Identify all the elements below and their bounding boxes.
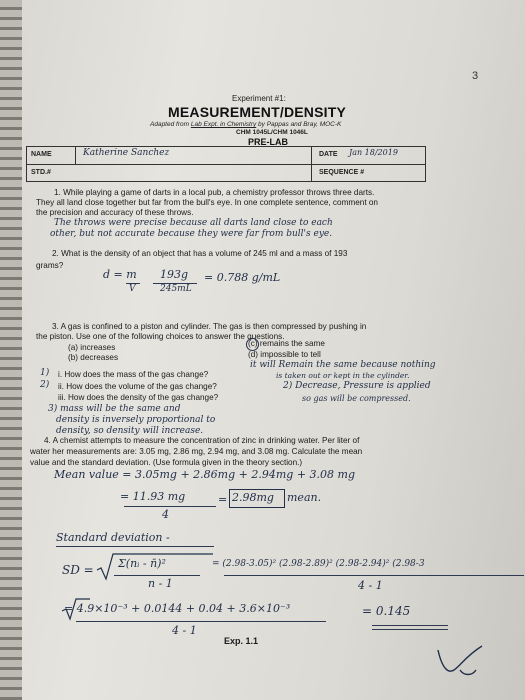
q1-answer: The throws were precise because all darts land close to each	[54, 218, 333, 228]
equals-sign: =	[218, 493, 228, 506]
page-number: 3	[472, 70, 479, 82]
mean-denominator: 4	[162, 508, 169, 521]
sd-sub-denominator: 4 - 1	[358, 579, 383, 592]
underline	[56, 546, 214, 547]
q3-sub-i: i. How does the mass of the gas change?	[58, 370, 209, 379]
sd-formula: Σ(nᵢ - n̄)²	[118, 557, 166, 570]
q3-sub-ii: ii. How does the volume of the gas change?	[58, 382, 217, 391]
q3-answer-ii: 2) Decrease, Pressure is applied	[283, 381, 431, 391]
std-label: STD.#	[31, 169, 51, 176]
adapted-link: Lab Expt. in Chemistry	[190, 121, 257, 128]
fraction-bar	[114, 575, 200, 576]
q2-line: 2. What is the density of an object that has a volume of 245 ml and a mass of 193	[52, 249, 348, 258]
mean-sum: = 11.93 mg	[120, 490, 186, 503]
q1-line: the precision and accuracy of these throws.	[36, 208, 194, 217]
q4-line: water her measurements are: 3.05 mg, 2.86 mg, 2.94 mg, and 3.08 mg. Calculate the mean	[30, 447, 363, 456]
q3-answer-i: it will Remain the same because nothing	[250, 360, 436, 370]
experiment-label: Experiment #1:	[232, 94, 286, 103]
sequence-label: SEQUENCE #	[319, 169, 365, 176]
spiral-binding	[0, 0, 22, 700]
density-result: = 0.788 g/mL	[204, 271, 281, 284]
sd-sum: = 4.9×10⁻³ + 0.0144 + 0.04 + 3.6×10⁻³	[64, 602, 291, 615]
q2-line: grams?	[36, 261, 64, 270]
q1-line: 1. While playing a game of darts in a local pub, a chemistry professor throws three darts.	[54, 188, 375, 197]
sd-result: = 0.145	[362, 604, 411, 618]
q3-answer-ii-cont: so gas will be compressed.	[302, 394, 411, 403]
q4-line: 4. A chemist attempts to measure the concentration of zinc in drinking water. Per liter of	[44, 436, 360, 445]
sd-lhs: SD =	[62, 563, 94, 577]
choice-b: (b) decreases	[68, 353, 119, 362]
density-numerator: 193g	[160, 268, 189, 281]
name-label: NAME	[31, 151, 52, 158]
choice-c: (c) remains the same	[248, 339, 325, 348]
sd-label: Standard deviation -	[56, 531, 170, 544]
sd-substitution: = (2.98-3.05)² (2.98-2.89)² (2.98-2.94)² (2.98-3	[212, 559, 425, 569]
density-formula-den: V	[129, 284, 136, 294]
date-value: Jan 18/2019	[349, 148, 398, 157]
q3-answer-iii: 3) mass will be the same and	[48, 404, 181, 414]
section-title: PRE-LAB	[248, 137, 288, 147]
q1-line: They all land close together but far from the bull's eye. In one complete sentence, comment on	[36, 198, 378, 207]
page-footer: Exp. 1.1	[224, 636, 259, 646]
density-denominator: 245mL	[160, 284, 192, 294]
q3-line: the piston. Use one of the following choices to answer the questions.	[36, 332, 285, 341]
choice-a: (a) increases	[68, 343, 116, 352]
adapted-prefix: Adapted from	[150, 121, 190, 128]
sd-denominator: n - 1	[148, 577, 173, 590]
density-formula: d = m	[103, 268, 137, 281]
fraction-bar	[224, 575, 524, 576]
q1-answer: other, but not accurate because they were far from bull's eye.	[50, 229, 333, 239]
table-divider	[75, 147, 76, 164]
q3-answer-iii-cont: density is inversely proportional to	[56, 415, 216, 425]
adapted-from	[150, 121, 341, 128]
mean-expression: Mean value = 3.05mg + 2.86mg + 2.94mg + 3.08 mg	[54, 468, 355, 481]
q4-line: value and the standard deviation. (Use formula given in the theory section.)	[30, 458, 303, 467]
underline	[372, 629, 448, 630]
adapted-suffix: by Pappas and Bray, MOC-K	[258, 121, 342, 128]
date-label: DATE	[319, 151, 338, 158]
fraction-bar	[124, 506, 216, 507]
mark-1: 1)	[40, 368, 50, 378]
mark-2: 2)	[40, 380, 50, 390]
q3-sub-iii: iii. How does the density of the gas change?	[58, 393, 219, 402]
choice-d: (d) impossible to tell	[248, 350, 321, 359]
table-divider	[311, 147, 312, 181]
fraction-bar	[76, 621, 326, 622]
sd-sum-denominator: 4 - 1	[172, 624, 197, 637]
q3-line: 3. A gas is confined to a piston and cylinder. The gas is then compressed by pushing in	[52, 322, 367, 331]
mean-result: 2.98mg	[232, 491, 274, 504]
table-divider	[27, 164, 425, 165]
student-info-table	[26, 146, 426, 182]
mean-word: mean.	[287, 491, 322, 504]
checkmark-scribble	[430, 640, 490, 680]
underline	[372, 625, 448, 626]
page-title: MEASUREMENT/DENSITY	[168, 104, 347, 120]
q3-answer-iii-cont: density, so density will increase.	[56, 426, 204, 436]
name-value: Katherine Sanchez	[83, 148, 170, 158]
course-code: CHM 1045L/CHM 1046L	[236, 129, 308, 136]
q3-answer-i-cont: is taken out or kept in the cylinder.	[276, 371, 410, 380]
